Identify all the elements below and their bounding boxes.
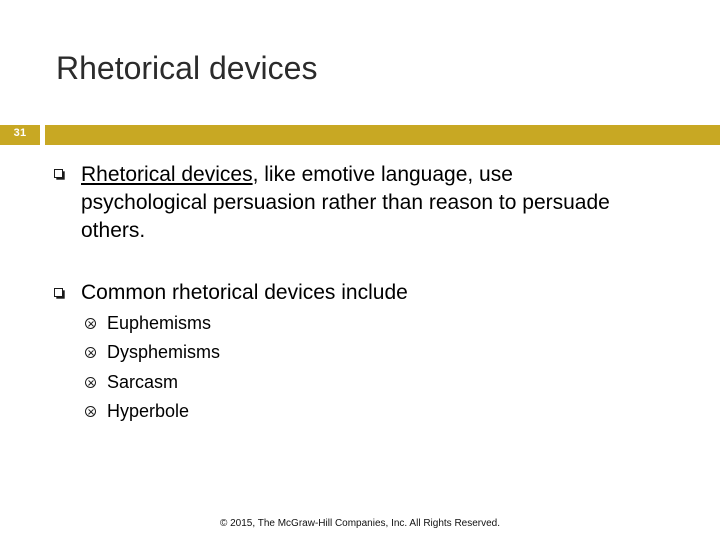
sub-item-dysphemisms: Dysphemisms [107,342,221,362]
bullet-1-rest: , like emotive language, use psychological persuasion rather than reason to persuade others. [81,163,610,242]
bullet-1-lead: Rhetorical devices [81,163,253,186]
bullet-1-text [81,161,621,245]
circled-x-bullet-icon [85,318,96,329]
sub-item-sarcasm: Sarcasm [107,372,179,392]
circled-x-bullet-icon [85,377,96,388]
circled-x-bullet-icon [85,406,96,417]
sub-item-hyperbole: Hyperbole [107,401,190,421]
slide-title: Rhetorical devices [56,50,318,86]
copyright-footer: © 2015, The McGraw-Hill Companies, Inc. All Rights Reserved. [219,518,501,529]
accent-bar [45,125,720,145]
circled-x-bullet-icon [85,347,96,358]
bullet-2-text: Common rhetorical devices include [81,281,408,304]
square-bullet-icon [54,169,63,178]
square-bullet-icon [54,288,63,297]
slide-number: 31 [0,125,40,145]
sub-item-euphemisms: Euphemisms [107,313,212,333]
